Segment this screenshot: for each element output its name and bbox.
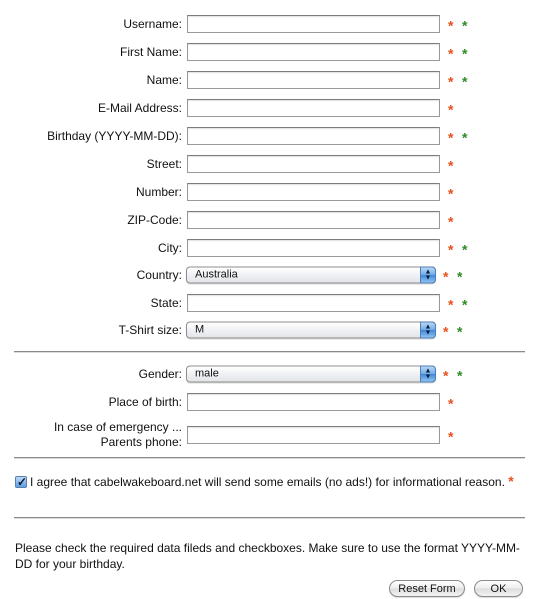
required-marker: * bbox=[448, 241, 454, 258]
required-marker: * bbox=[448, 129, 454, 146]
country-label: Country: bbox=[136, 268, 182, 282]
secondary-marker: * bbox=[462, 45, 468, 62]
required-marker: * bbox=[448, 101, 454, 118]
required-marker: * bbox=[448, 45, 454, 62]
secondary-marker: * bbox=[462, 73, 468, 90]
secondary-marker: * bbox=[462, 17, 468, 34]
city-input[interactable] bbox=[187, 239, 440, 257]
email-label: E-Mail Address: bbox=[97, 101, 182, 115]
reset-form-button[interactable]: Reset Form bbox=[389, 580, 465, 597]
agreement-text: I agree that cabelwakeboard.net will send some emails (no ads!) for informational reason. bbox=[30, 475, 505, 489]
zip-row bbox=[0, 206, 543, 234]
emergency-row bbox=[0, 418, 543, 452]
select-arrows-icon: ▲ ▼ bbox=[420, 267, 436, 284]
required-marker: * bbox=[448, 296, 454, 313]
section-divider bbox=[14, 457, 525, 459]
country-selected-value: Australia bbox=[195, 268, 238, 281]
section-divider bbox=[14, 351, 525, 353]
secondary-marker: * bbox=[462, 296, 468, 313]
secondary-marker: * bbox=[457, 323, 463, 340]
required-marker: * bbox=[448, 185, 454, 202]
place-of-birth-row bbox=[0, 388, 543, 416]
number-input[interactable] bbox=[187, 183, 440, 201]
state-label: State: bbox=[150, 296, 182, 310]
required-marker: * bbox=[448, 395, 454, 412]
required-marker: * bbox=[443, 323, 449, 340]
street-input[interactable] bbox=[187, 155, 440, 173]
emergency-label-line2: Parents phone: bbox=[100, 435, 182, 449]
birthday-input[interactable] bbox=[187, 127, 440, 145]
username-label: Username: bbox=[123, 17, 182, 31]
parents-phone-input[interactable] bbox=[187, 426, 440, 444]
street-label: Street: bbox=[146, 157, 182, 171]
zip-input[interactable] bbox=[187, 211, 440, 229]
country-select[interactable] bbox=[186, 267, 436, 284]
first-name-row bbox=[0, 38, 543, 66]
city-row bbox=[0, 234, 543, 262]
gender-row bbox=[0, 360, 543, 388]
notice-text: Please check the required data fileds and checkboxes. Make sure to use the format YYYY-MM-DD for your birthday. bbox=[15, 541, 520, 571]
state-input[interactable] bbox=[187, 294, 440, 312]
place-of-birth-label: Place of birth: bbox=[108, 395, 182, 409]
ok-button[interactable]: OK bbox=[474, 580, 523, 597]
birthday-label: Birthday (YYYY-MM-DD): bbox=[47, 129, 182, 143]
email-row bbox=[0, 94, 543, 122]
tshirt-label: T-Shirt size: bbox=[118, 323, 182, 337]
number-row bbox=[0, 178, 543, 206]
required-marker: * bbox=[448, 157, 454, 174]
tshirt-selected-value: M bbox=[195, 323, 205, 336]
select-arrows-icon: ▲ ▼ bbox=[420, 322, 436, 339]
emergency-label-line1: In case of emergency ... bbox=[53, 420, 182, 434]
gender-selected-value: male bbox=[195, 367, 219, 380]
required-marker: * bbox=[448, 213, 454, 230]
required-marker: * bbox=[448, 73, 454, 90]
gender-select[interactable] bbox=[186, 366, 436, 383]
required-marker: * bbox=[508, 473, 514, 489]
checkmark-icon: ✓ bbox=[17, 475, 28, 489]
street-row bbox=[0, 150, 543, 178]
secondary-marker: * bbox=[457, 268, 463, 285]
required-marker: * bbox=[443, 268, 449, 285]
tshirt-row bbox=[0, 316, 543, 344]
secondary-marker: * bbox=[462, 241, 468, 258]
select-arrows-icon: ▲ ▼ bbox=[420, 366, 436, 383]
required-marker: * bbox=[448, 428, 454, 445]
section-divider bbox=[14, 517, 525, 519]
name-input[interactable] bbox=[187, 71, 440, 89]
state-row bbox=[0, 289, 543, 317]
first-name-label: First Name: bbox=[119, 45, 182, 59]
number-label: Number: bbox=[135, 185, 182, 199]
secondary-marker: * bbox=[457, 367, 463, 384]
gender-label: Gender: bbox=[138, 367, 182, 381]
secondary-marker: * bbox=[462, 129, 468, 146]
birthday-row bbox=[0, 122, 543, 150]
username-input[interactable] bbox=[187, 15, 440, 33]
tshirt-select[interactable] bbox=[186, 322, 436, 339]
agreement-block bbox=[15, 472, 525, 491]
country-row bbox=[0, 261, 543, 289]
city-label: City: bbox=[158, 241, 182, 255]
required-marker: * bbox=[443, 367, 449, 384]
email-input[interactable] bbox=[187, 99, 440, 117]
emergency-label bbox=[54, 420, 182, 450]
name-label: Name: bbox=[146, 73, 182, 87]
first-name-input[interactable] bbox=[187, 43, 440, 61]
zip-label: ZIP-Code: bbox=[127, 213, 182, 227]
name-row bbox=[0, 66, 543, 94]
username-row bbox=[0, 10, 543, 38]
required-marker: * bbox=[448, 17, 454, 34]
place-of-birth-input[interactable] bbox=[187, 393, 440, 411]
agree-checkbox[interactable] bbox=[15, 476, 27, 488]
